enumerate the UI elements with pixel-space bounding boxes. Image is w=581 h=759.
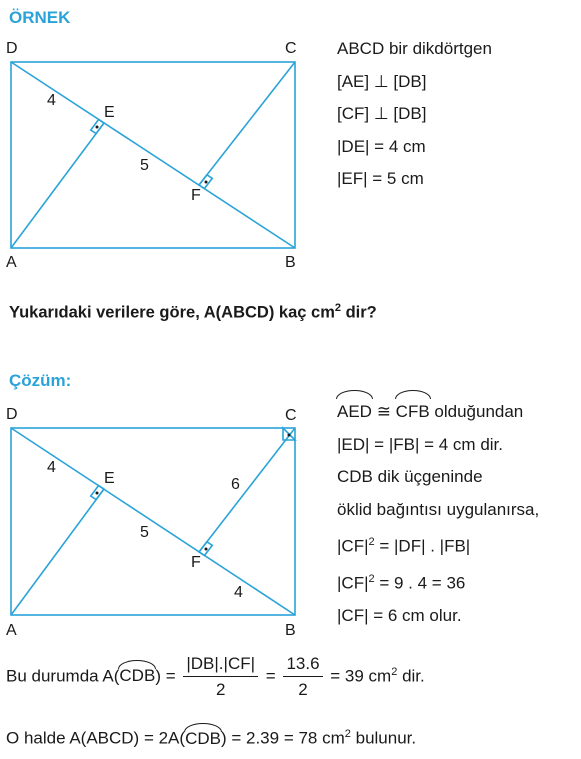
length-ef: 5	[140, 157, 149, 174]
given-line: ABCD bir dikdörtgen	[337, 39, 492, 58]
step-line: öklid bağıntısı uygulanırsa,	[337, 499, 540, 519]
point-e: E	[104, 104, 115, 121]
length-de: 4	[47, 459, 56, 476]
point-f: F	[191, 187, 201, 204]
step-line: CDB dik üçgeninde	[337, 467, 483, 486]
step-line: $|CF|^2 = 9$ . 4 = 36	[337, 573, 466, 593]
question: Yukarıdaki verilere göre, A(ABCD) kaç $cm^2$ dir?	[9, 302, 377, 322]
step-line: AED ≅ CFB olduğundan	[337, 396, 539, 429]
diagonal-db	[11, 428, 295, 615]
solution-steps	[337, 396, 539, 633]
right-angle-dot-c	[288, 434, 291, 437]
point-f: F	[191, 554, 201, 571]
given-line: |EF| = 5 cm	[337, 169, 424, 188]
area-calculation: Bu durumda A(CDB) = $\frac{|DB|.|CF|}{2}$ = $\frac{13.6}{2}$ = 39 $cm^2$ dir.	[6, 654, 425, 699]
right-angle-dot-f	[205, 548, 208, 551]
vertex-a: A	[6, 254, 17, 271]
given-line: [CF] ⊥ [DB]	[337, 104, 427, 123]
segment-cf	[199, 428, 295, 552]
final-result: O halde A(ABCD) = 2A(CDB) = 2.39 = 78 $cm^2$ bulunur.	[6, 728, 417, 748]
length-fb: 4	[234, 584, 243, 601]
vertex-d: D	[6, 40, 18, 57]
vertex-b: B	[285, 254, 296, 271]
right-angle-dot-e	[96, 492, 99, 495]
step-line: |CF| = 6 cm olur.	[337, 606, 462, 626]
vertex-d: D	[6, 406, 18, 423]
given-line: [AE] ⊥ [DB]	[337, 71, 427, 91]
given-list	[337, 33, 492, 196]
example-title: ÖRNEK	[9, 8, 71, 27]
vertex-b: B	[285, 622, 296, 639]
length-ef: 5	[140, 524, 149, 541]
fraction: $\frac{|DB|.|CF|}{2}$	[183, 654, 258, 700]
length-cf: 6	[231, 476, 240, 493]
fraction: $\frac{13.6}{2}$	[283, 654, 322, 700]
vertex-c: C	[285, 40, 297, 57]
given-line: |DE| = 4 cm	[337, 136, 426, 156]
vertex-a: A	[6, 622, 17, 639]
vertex-c: C	[285, 407, 297, 424]
length-de: 4	[47, 92, 56, 109]
solution-title: Çözüm:	[9, 371, 72, 390]
step-line: |ED| = |FB| = 4 cm dir.	[337, 434, 503, 454]
step-line: $|CF|^2 = |DF|$ . |FB|	[337, 536, 471, 556]
segment-ae	[11, 489, 104, 615]
point-e: E	[104, 470, 115, 487]
